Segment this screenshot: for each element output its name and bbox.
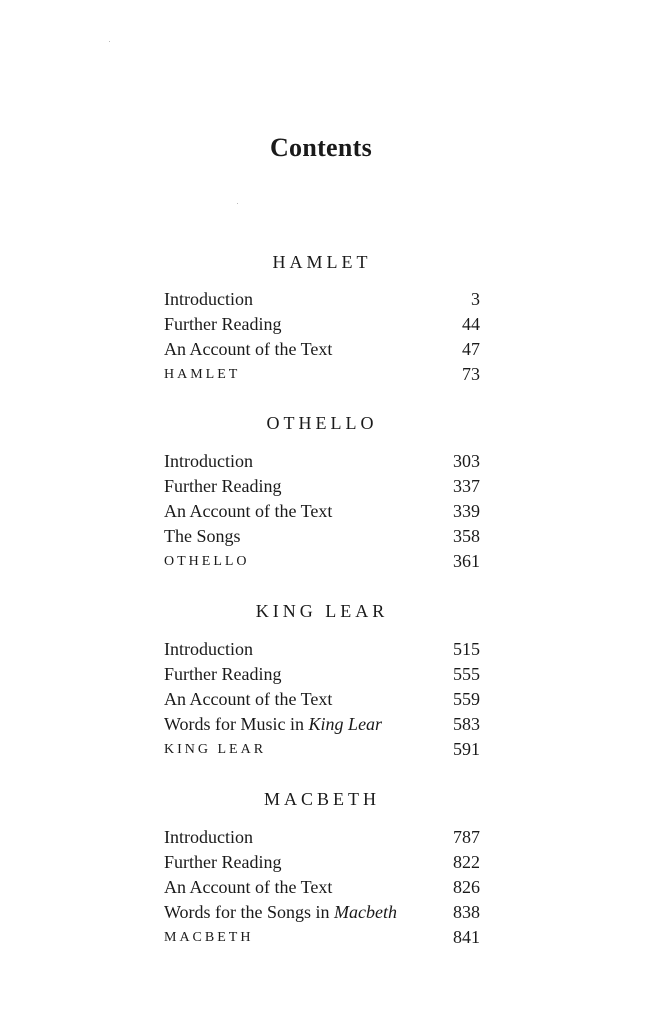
- entry-label: Introduction: [164, 289, 253, 309]
- section-heading-king-lear: KING LEAR: [255, 601, 389, 621]
- toc-entry[interactable]: [164, 312, 480, 337]
- toc-entry-play-text[interactable]: [164, 549, 480, 574]
- toc-entry[interactable]: [164, 499, 480, 524]
- entry-page: 339: [453, 501, 480, 521]
- entry-page: 591: [453, 739, 480, 759]
- entry-label-italic: King Lear: [308, 714, 383, 734]
- entry-label: OTHELLO: [164, 554, 250, 569]
- entry-page: 583: [453, 714, 480, 734]
- entry-page: 822: [453, 852, 480, 872]
- entry-page: 303: [453, 451, 480, 471]
- toc-entry[interactable]: [164, 900, 480, 925]
- entry-page: 787: [453, 827, 480, 847]
- entry-label: HAMLET: [164, 367, 241, 382]
- toc-entry[interactable]: [164, 287, 480, 312]
- entry-page: 838: [453, 902, 480, 922]
- toc-entry[interactable]: [164, 712, 480, 737]
- toc-entry-play-text[interactable]: [164, 737, 480, 762]
- section-heading-macbeth: MACBETH: [263, 789, 380, 809]
- toc-entry[interactable]: [164, 687, 480, 712]
- section-heading-othello: OTHELLO: [266, 413, 378, 433]
- toc-entry[interactable]: [164, 637, 480, 662]
- toc-entry[interactable]: [164, 875, 480, 900]
- entry-page: 826: [453, 877, 480, 897]
- entry-label: Words for Music in King Lear: [164, 714, 383, 734]
- section-heading-hamlet: HAMLET: [272, 252, 372, 272]
- entry-page: 47: [462, 339, 480, 359]
- entry-page: 358: [453, 526, 480, 546]
- entry-label: Further Reading: [164, 314, 282, 334]
- entry-label: MACBETH: [164, 930, 254, 945]
- entry-page: 841: [453, 927, 480, 947]
- entry-label: An Account of the Text: [164, 339, 333, 359]
- entry-page: 559: [453, 689, 480, 709]
- entry-label: An Account of the Text: [164, 689, 333, 709]
- scan-speck: [109, 41, 110, 42]
- entry-label: Introduction: [164, 639, 253, 659]
- entry-page: 337: [453, 476, 480, 496]
- toc-entry[interactable]: [164, 825, 480, 850]
- toc-entry[interactable]: [164, 474, 480, 499]
- entry-label-italic: Macbeth: [334, 902, 398, 922]
- toc-entry[interactable]: [164, 850, 480, 875]
- scan-speck: [237, 203, 238, 204]
- entry-label: Further Reading: [164, 664, 282, 684]
- toc-entry[interactable]: [164, 449, 480, 474]
- entry-page: 555: [453, 664, 480, 684]
- toc-entry[interactable]: [164, 337, 480, 362]
- entry-label: Introduction: [164, 827, 253, 847]
- entry-label: An Account of the Text: [164, 501, 333, 521]
- entry-label: Further Reading: [164, 852, 282, 872]
- page-title: Contents: [269, 133, 373, 163]
- entry-label: Words for the Songs in Macbeth: [164, 902, 398, 922]
- toc-entry[interactable]: [164, 524, 480, 549]
- toc-entry-play-text[interactable]: [164, 925, 480, 950]
- toc-entry[interactable]: [164, 662, 480, 687]
- entry-page: 44: [462, 314, 480, 334]
- entry-label: An Account of the Text: [164, 877, 333, 897]
- entry-label: The Songs: [164, 526, 241, 546]
- entry-label: Further Reading: [164, 476, 282, 496]
- toc-entry-play-text[interactable]: [164, 362, 480, 387]
- entry-page: 73: [462, 364, 480, 384]
- entry-page: 361: [453, 551, 480, 571]
- entry-label: Introduction: [164, 451, 253, 471]
- entry-page: 3: [471, 289, 480, 309]
- entry-label: KING LEAR: [164, 742, 267, 757]
- entry-page: 515: [453, 639, 480, 659]
